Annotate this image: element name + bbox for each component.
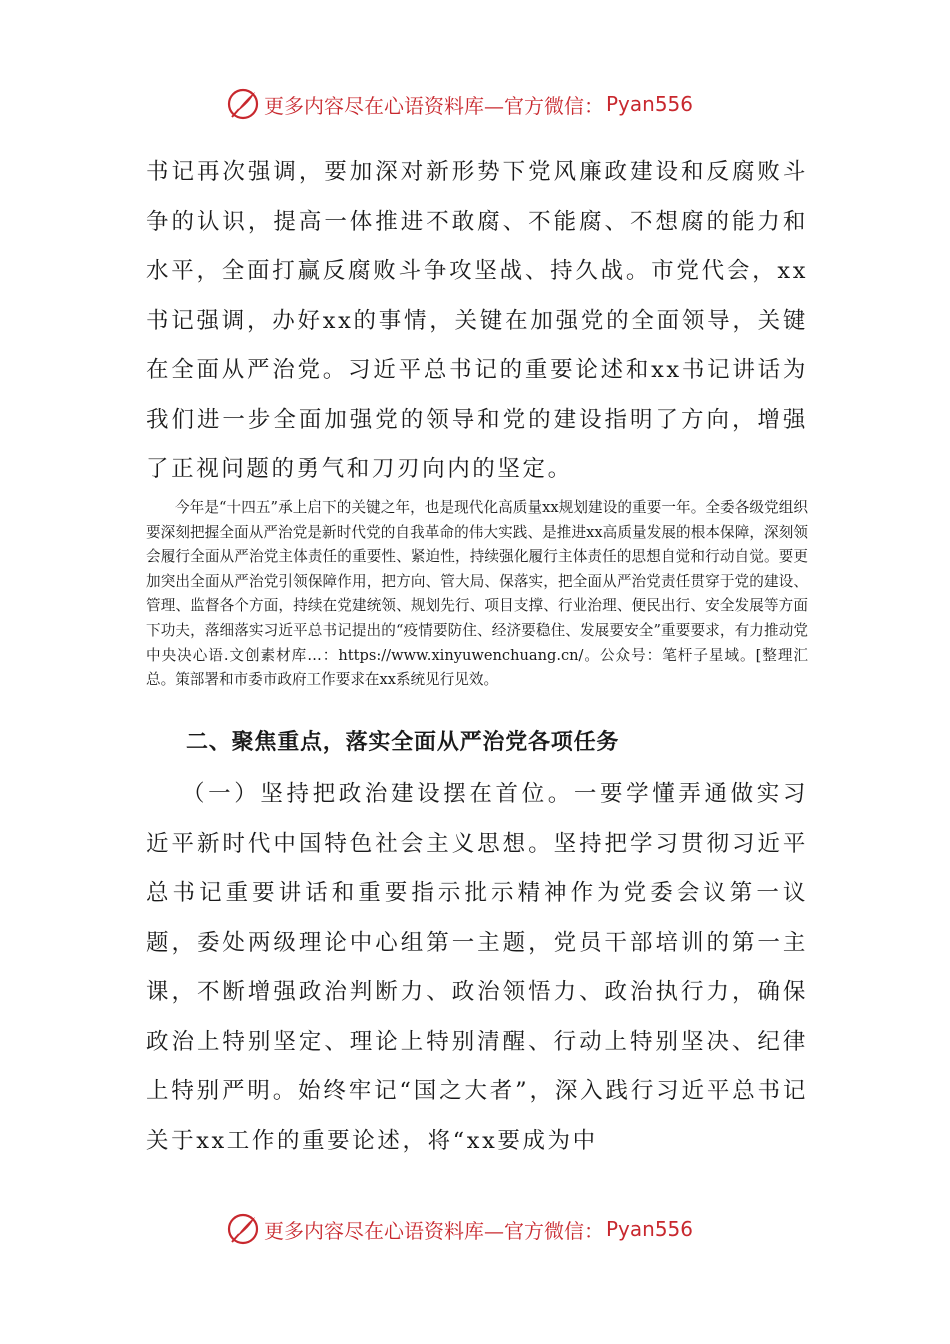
- banner-text: 更多内容尽在心语资料库—官方微信：: [264, 1218, 604, 1243]
- body-paragraph-2: 今年是“十四五”承上启下的关键之年，也是现代化高质量xx规划建设的重要一年。全委各级党组织要深刻把握全面从严治党是新时代党的自我革命的伟大实践、是推进xx高质量发展的根本保障，深刻领会履行全面从严治党主体责任的重要性、紧迫性，持续强化履行主体责任的思想自觉和行动自觉。要更加突出全面从严治党引领保障作用，把方向、管大局、保落实，把全面从严治党责任贯穿于党的建设、管理、监督各个方面，持续在党建统领、规划先行、项目支撑、行业治理、便民出行、安全发展等方面下功夫，落细落实习近平总书记提出的“疫情要防住、经济要稳住、发展要安全”重要要求，有力推动党中央决心语.文创素材库…：https://www.xinyuwenchuang.cn/。公众号：笔杆子星域。[整理汇总。策部署和市委市政府工作要求在xx系统见行见效。: [146, 499, 808, 689]
- banner-handle: Pyan556: [606, 1217, 694, 1241]
- body-paragraph-1: 书记再次强调，要加深对新形势下党风廉政建设和反腐败斗争的认识，提高一体推进不敢腐、不能腐、不想腐的能力和水平，全面打赢反腐败斗争攻坚战、持久战。市党代会，xx书记强调，办好xx的事情，关键在加强党的全面领导，关键在全面从严治党。习近平总书记的重要论述和xx书记讲话为我们进一步全面加强党的领导和党的建设指明了方向，增强了正视问题的勇气和刀刃向内的坚定。: [146, 159, 808, 482]
- banner-text: 更多内容尽在心语资料库—官方微信：: [264, 93, 604, 118]
- banner-handle: Pyan556: [606, 92, 694, 116]
- body-paragraph-3: （一）坚持把政治建设摆在首位。一要学懂弄通做实习近平新时代中国特色社会主义思想。坚持把学习贯彻习近平总书记重要讲话和重要指示批示精神作为党委会议第一议题，委处两级理论中心组第一主题，党员干部培训的第一主课，不断增强政治判断力、政治领悟力、政治执行力，确保政治上特别坚定、理论上特别清醒、行动上特别坚决、纪律上特别严明。始终牢记“国之大者”，深入践行习近平总书记关于xx工作的重要论述，将“xx要成为中: [146, 781, 808, 1154]
- header-banner: [226, 86, 746, 122]
- quill-pen-logo-icon: [226, 87, 260, 121]
- quill-pen-logo-icon: [226, 1212, 260, 1246]
- section-heading: 二、聚焦重点，落实全面从严治党各项任务: [186, 730, 620, 755]
- footer-banner: [226, 1211, 746, 1247]
